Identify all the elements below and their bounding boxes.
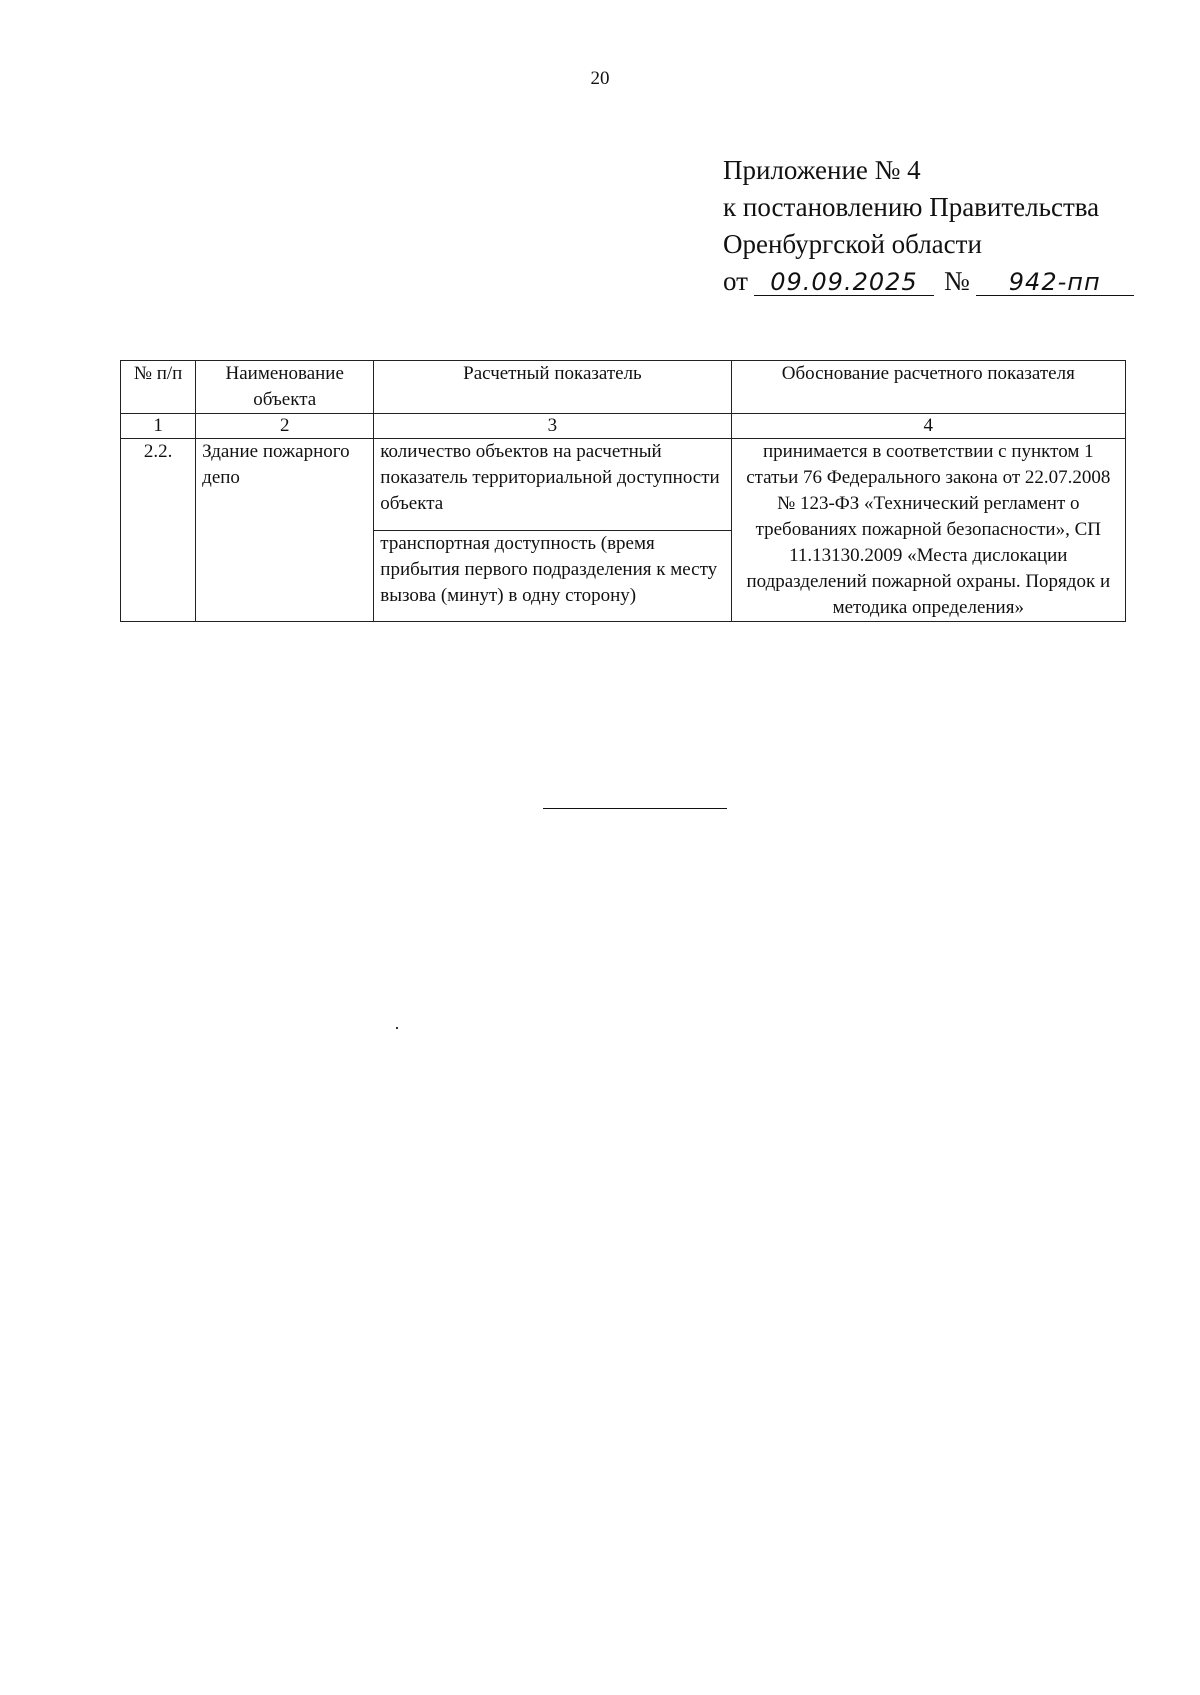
column-number: 2 [196,414,374,439]
table-row [121,439,1126,531]
row-index: 2.2. [121,439,196,622]
header-justification: Обоснование расчетного показателя [731,361,1125,414]
date-prefix: от [723,266,748,296]
appendix-date-line [723,263,1134,300]
header-object: Наименование объекта [196,361,374,414]
number-prefix: № [943,266,970,296]
indicators-table [120,360,1126,622]
end-of-document-rule [543,808,727,809]
appendix-block [723,152,1134,300]
appendix-subtitle: к постановлению Правительства [723,192,1100,222]
appendix-title: Приложение № 4 [723,155,921,185]
appendix-region: Оренбургской области [723,229,982,259]
page-number: 20 [590,68,610,89]
column-number: 1 [121,414,196,439]
row-indicator-2: транспортная доступность (время прибытия первого подразделения к месту вызова (минут) в одну сторону) [374,530,731,622]
scan-speck [396,1027,398,1029]
column-number: 3 [374,414,731,439]
handwritten-number: 942-пп [976,269,1134,296]
column-number: 4 [731,414,1125,439]
row-indicator-1: количество объектов на расчетный показатель территориальной доступности объекта [374,439,731,531]
column-number-row [121,414,1126,439]
row-justification: принимается в соответствии с пунктом 1 статьи 76 Федерального закона от 22.07.2008 № 123-ФЗ «Технический регламент о требованиях пожарной безопасности», СП 11.13130.2009 «Места дислокации подразделений пожарной охраны. Порядок и методика определения» [731,439,1125,622]
handwritten-date: 09.09.2025 [754,269,934,296]
header-indicator: Расчетный показатель [374,361,731,414]
table-header-row [121,361,1126,414]
header-number: № п/п [121,361,196,414]
row-object: Здание пожарного депо [196,439,374,622]
